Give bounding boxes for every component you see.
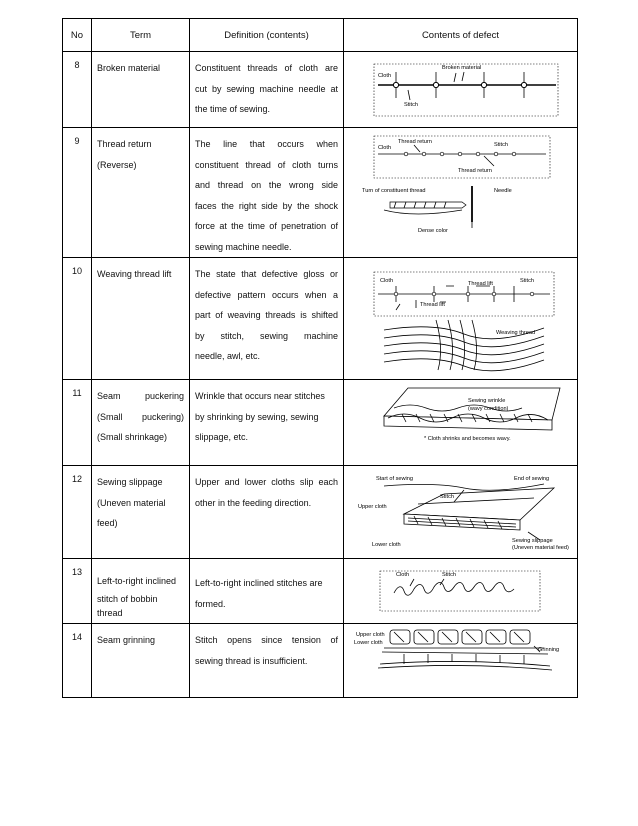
row-term [92,380,190,466]
label-thread-lift: Thread lift [468,281,493,287]
term-line: feed) [97,518,118,528]
row-number: 14 [63,624,92,698]
term-line: Sewing slippage [97,477,163,487]
term-line: Broken material [97,63,161,73]
label-stitch: Stitch [404,102,418,108]
label-sewing-wrinkle: Sewing wrinkle [468,398,506,404]
definition-line: Constituent threads of cloth are [195,63,338,73]
table-row [63,559,578,624]
row-definition [190,466,344,559]
row-definition [190,624,344,698]
row-number: 9 [63,128,92,258]
label-turn-of-thread: Turn of constituent thread [362,188,426,194]
row-term [92,128,190,258]
header-defect: Contents of defect [344,19,578,52]
definition-line: constituent thread of cloth turns [195,159,338,170]
row-definition [190,52,344,128]
row-definition [190,559,344,624]
term-line: (Uneven material [97,497,166,508]
row-number: 13 [63,559,92,624]
weaving-thread-lift-diagram [344,258,578,379]
defects-table [62,18,578,698]
label-stitch: Stitch [440,494,454,500]
definition-line: needle, awl, etc. [195,351,261,361]
definition-line: defective pattern occurs when a [195,289,338,300]
definition-line: other in the feeding direction. [195,497,312,508]
inclined-stitch-diagram [344,559,578,623]
label-cloth: Cloth [378,145,392,151]
header-no: No [63,19,92,52]
header-row [63,19,578,52]
definition-line: by shrinking by sewing, sewing [195,411,319,422]
label-sewing-slippage: Sewing slippage [512,538,553,544]
row-term [92,624,190,698]
term-line: (Reverse) [97,159,137,170]
definition-line: the time of sewing. [195,104,271,114]
row-definition [190,128,344,258]
row-definition [190,258,344,380]
table-row [63,380,578,466]
label-stitch: Stitch [442,572,456,578]
definition-line: cut by sewing machine needle at [195,83,338,94]
term-line: (Small shrinkage) [97,432,168,442]
row-term [92,52,190,128]
label-cloth: Cloth [380,278,394,284]
defect-illustration [344,52,578,128]
label-broken-material: Broken material [442,65,482,71]
label-upper-cloth: Upper cloth [358,504,387,510]
defect-illustration [344,258,578,380]
definition-line: Wrinkle that occurs near stitches [195,391,325,401]
label-upper-cloth: Upper cloth [356,632,385,638]
sewing-slippage-diagram [344,466,578,558]
defect-illustration [344,466,578,559]
table-row [63,258,578,380]
term-line: Seam grinning [97,635,156,645]
term-line: Thread return [97,139,152,149]
label-stitch: Stitch [520,278,534,284]
definition-line: formed. [195,598,226,609]
seam-puckering-diagram [344,380,578,465]
header-term: Term [92,19,190,52]
seam-grinning-diagram [344,624,578,697]
term-line: Left-to-right inclined [97,576,177,586]
term-line: Seam puckering [97,391,184,401]
defect-illustration [344,380,578,466]
defect-illustration [344,128,578,258]
definition-line: slippage, etc. [195,432,249,442]
label-weaving-thread: Weaving thread [496,330,536,336]
label-cloth: Cloth [396,572,410,578]
definition-line: and thread on the wrong side [195,180,338,190]
definition-line: part of weaving threads is shifted [195,310,338,320]
term-line: (Small puckering) [97,411,184,422]
label-uneven-feed: (Uneven material feed) [512,545,569,551]
row-number: 10 [63,258,92,380]
definition-line: Upper and lower cloths slip each [195,477,338,487]
definition-line: by stitch, sewing machine [195,330,338,341]
label-start-of-sewing: Start of sewing [376,476,413,482]
row-term [92,258,190,380]
definition-line: The line that occurs when [195,139,338,149]
label-end-of-sewing: End of sewing [514,476,550,482]
term-line: stitch of bobbin [97,593,158,604]
row-term [92,466,190,559]
definition-line: Stitch opens since tension of [195,635,338,645]
thread-return-diagram [344,128,578,243]
label-cloth: Cloth [378,73,392,79]
row-term [92,559,190,624]
row-definition [190,380,344,466]
label-thread-return: Thread return [398,139,432,145]
row-number: 11 [63,380,92,466]
definition-line: force at the time of penetration of [195,221,338,231]
row-number: 12 [63,466,92,559]
term-line: thread [97,607,123,618]
defect-illustration [344,624,578,698]
definition-line: The state that defective gloss or [195,269,338,279]
label-needle: Needle [494,188,512,194]
label-lower-cloth: Lower cloth [372,542,401,548]
table-row [63,128,578,258]
header-definition: Definition (contents) [190,19,344,52]
label-thread-lift-lower: Thread lift [420,302,445,308]
definition-line: sewing thread is insufficient. [195,655,308,666]
definition-line: faces the right side by the shock [195,200,338,211]
defect-illustration [344,559,578,624]
definition-line: Left-to-right inclined stitches are [195,578,323,588]
label-wavy-condition: (wavy condition) [468,406,509,412]
label-cloth-shrinks: * Cloth shrinks and becomes wavy. [424,436,511,442]
definition-line: sewing machine needle. [195,241,292,252]
table-row [63,624,578,698]
term-line: Weaving thread lift [97,269,172,279]
row-number: 8 [63,52,92,128]
label-stitch: Stitch [494,142,508,148]
table-row [63,466,578,559]
label-thread-return-lower: Thread return [458,168,492,174]
broken-material-diagram [344,52,578,127]
label-dense-color: Dense color [418,228,448,234]
label-lower-cloth: Lower cloth [354,640,383,646]
label-grinning: Grinning [538,647,560,653]
table-row [63,52,578,128]
